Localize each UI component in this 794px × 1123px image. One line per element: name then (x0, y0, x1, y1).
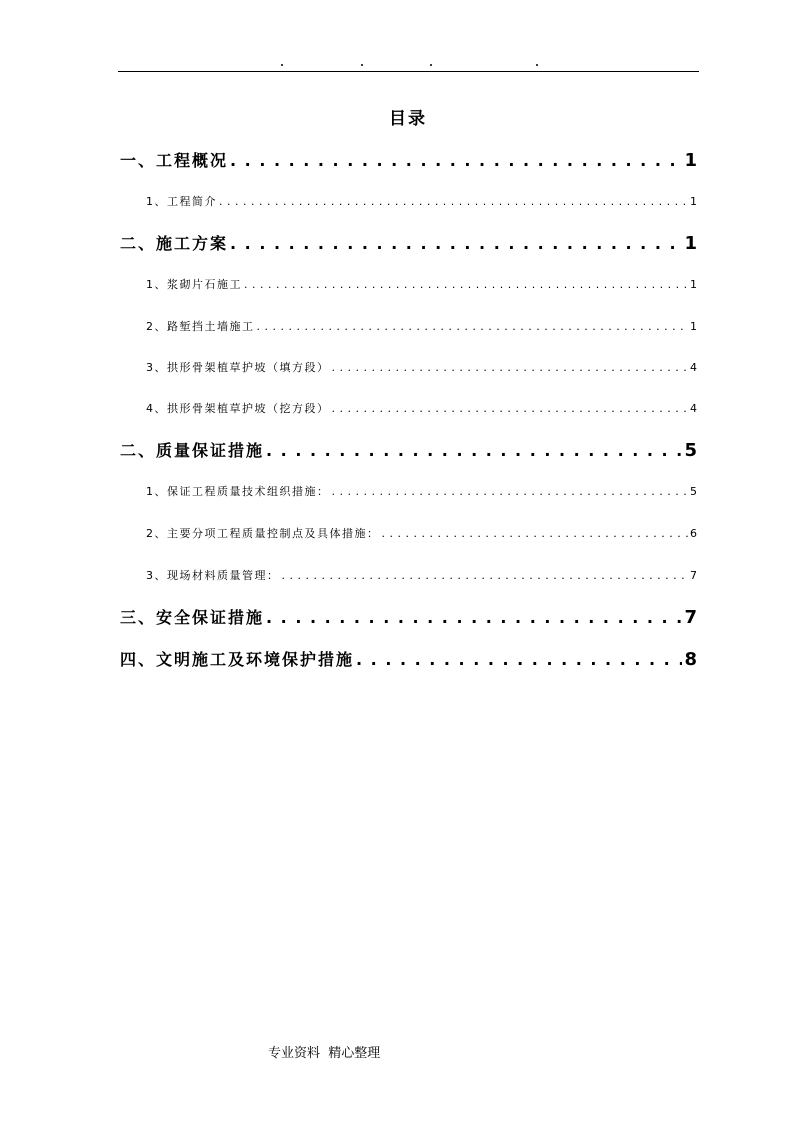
toc-leader (244, 278, 688, 291)
toc-entry-label: 三、安全保证措施 (120, 608, 265, 627)
toc-leader (266, 441, 682, 460)
toc-title: 目录 (389, 109, 427, 129)
toc-entry-page: 5 (684, 440, 697, 461)
toc-entry-page: 1 (684, 233, 697, 254)
toc-entry[interactable] (146, 318, 697, 334)
page-footer: 专业资料 精心整理 (268, 1046, 381, 1061)
toc-leader (332, 402, 689, 415)
toc-entry-page: 7 (684, 607, 697, 628)
toc-entry-label: 二、施工方案 (120, 234, 229, 253)
toc-leader (332, 485, 689, 498)
toc-entry-label: 四、文明施工及环境保护措施 (120, 650, 355, 669)
toc-entry-page: 6 (690, 527, 697, 540)
toc-entry[interactable] (146, 359, 697, 375)
toc-entry[interactable] (146, 483, 697, 499)
toc-entry-label: 2、路堑挡土墙施工 (146, 320, 255, 333)
toc-leader (230, 234, 682, 253)
header-marks (118, 64, 699, 70)
toc-entry[interactable] (146, 193, 697, 209)
toc-entry[interactable] (146, 400, 697, 416)
toc-leader (282, 569, 689, 582)
toc-entry[interactable] (146, 525, 697, 541)
toc-entry-label: 1、浆砌片石施工 (146, 278, 242, 291)
toc-entry-page: 4 (690, 402, 697, 415)
toc-entry-label: 3、现场材料质量管理： (146, 569, 280, 582)
toc-entry[interactable] (120, 231, 697, 253)
toc-entry-label: 1、保证工程质量技术组织措施： (146, 485, 330, 498)
toc-entry-page: 1 (684, 150, 697, 171)
toc-entry-label: 1、工程简介 (146, 195, 217, 208)
toc-entry-label: 4、拱形骨架植草护坡（挖方段） (146, 402, 330, 415)
toc-entry-page: 7 (690, 569, 697, 582)
toc-leader (257, 320, 689, 333)
toc-entry-page: 8 (684, 649, 697, 670)
toc-entry-page: 1 (690, 320, 697, 333)
toc-entry[interactable] (146, 567, 697, 583)
toc-entry[interactable] (120, 605, 697, 627)
toc-leader (356, 650, 682, 669)
toc-entry-page: 4 (690, 361, 697, 374)
toc-leader (382, 527, 689, 540)
toc-leader (266, 608, 682, 627)
toc-entry-label: 2、主要分项工程质量控制点及具体措施： (146, 527, 380, 540)
toc-entry-page: 1 (690, 278, 697, 291)
toc-entry-label: 一、工程概况 (120, 151, 229, 170)
toc-entry-label: 二、质量保证措施 (120, 441, 265, 460)
toc-entry-page: 5 (690, 485, 697, 498)
toc-entry[interactable] (146, 276, 697, 292)
header-rule (118, 71, 699, 72)
toc-entry[interactable] (120, 647, 697, 669)
toc-leader (219, 195, 688, 208)
toc-entry[interactable] (120, 438, 697, 460)
toc-entry-label: 3、拱形骨架植草护坡（填方段） (146, 361, 330, 374)
toc-entry-page: 1 (690, 195, 697, 208)
toc-leader (332, 361, 689, 374)
toc-entry[interactable] (120, 148, 697, 170)
toc-leader (230, 151, 682, 170)
